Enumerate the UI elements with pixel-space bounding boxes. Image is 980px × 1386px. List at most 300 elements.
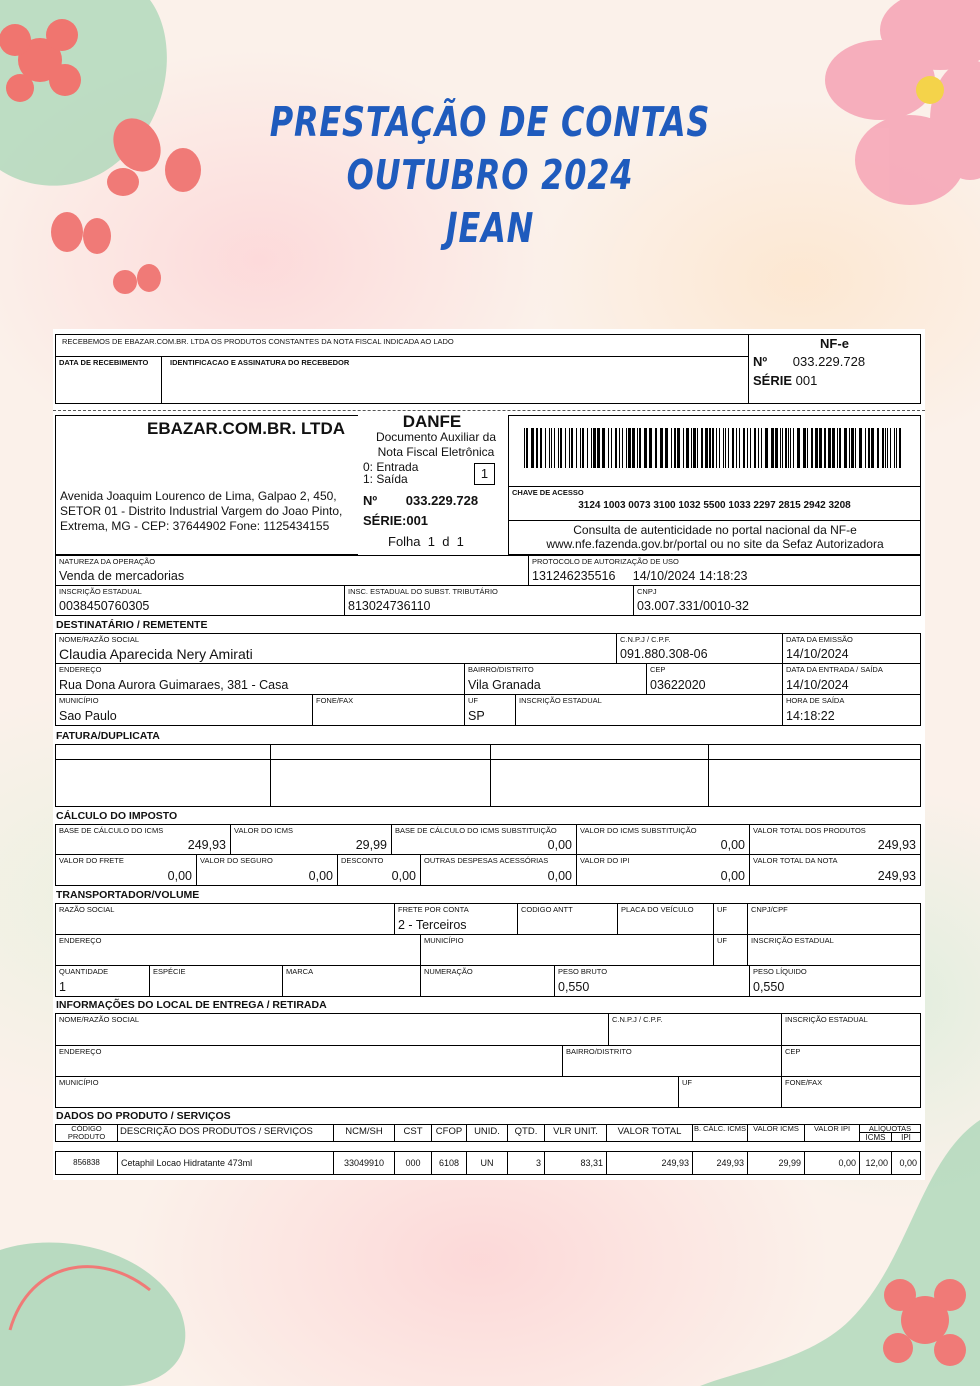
protocolo-field bbox=[528, 555, 921, 586]
dest-bairro-field bbox=[464, 663, 647, 695]
barcode-bar bbox=[644, 428, 647, 468]
section-destinatario: DESTINATÁRIO / REMETENTE bbox=[56, 619, 208, 631]
th-ncm: NCM/SH bbox=[333, 1124, 395, 1142]
ie-field bbox=[55, 585, 345, 616]
barcode-bar bbox=[832, 428, 835, 468]
bc-st-label: BASE DE CÁLCULO DO ICMS SUBSTITUIÇÃO bbox=[395, 826, 557, 835]
barcode-bar bbox=[719, 428, 720, 468]
th-cst: CST bbox=[394, 1124, 432, 1142]
fatura-body-1 bbox=[55, 759, 271, 807]
barcode-bar bbox=[660, 428, 663, 468]
barcode-bar bbox=[855, 428, 856, 468]
barcode-bar bbox=[815, 428, 818, 468]
dest-hora-field bbox=[782, 694, 921, 726]
td-aliq-ipi: 0,00 bbox=[891, 1151, 921, 1175]
dest-municipio-label: MUNICÍPIO bbox=[59, 696, 99, 705]
section-entrega: INFORMAÇÕES DO LOCAL DE ENTREGA / RETIRADA bbox=[56, 999, 327, 1011]
v-st-field bbox=[576, 824, 750, 855]
cnpj-field bbox=[633, 585, 921, 616]
bc-icms-label: BASE DE CÁLCULO DO ICMS bbox=[59, 826, 164, 835]
dest-bairro: Vila Granada bbox=[468, 678, 541, 692]
transp-placa-label: PLACA DO VEÍCULO bbox=[621, 905, 694, 914]
entrega-uf-label: UF bbox=[682, 1078, 692, 1087]
transp-municipio-field bbox=[420, 934, 714, 966]
desconto: 0,00 bbox=[391, 869, 416, 883]
td-valor-icms: 29,99 bbox=[747, 1151, 805, 1175]
danfe-document bbox=[53, 329, 925, 1180]
barcode-bar bbox=[877, 428, 879, 468]
barcode-bar bbox=[725, 428, 726, 468]
barcode-bar bbox=[580, 428, 581, 468]
dest-cep-field bbox=[646, 663, 783, 695]
issuer-box bbox=[55, 415, 359, 555]
transp-peso-bruto: 0,550 bbox=[558, 980, 590, 994]
ie-value: 0038450760305 bbox=[59, 599, 150, 613]
bc-st: 0,00 bbox=[547, 838, 572, 852]
dest-cpf-label: C.N.P.J / C.P.F. bbox=[620, 635, 671, 644]
iest-label: INSC. ESTADUAL DO SUBST. TRIBUTÁRIO bbox=[348, 587, 498, 596]
section-transportador: TRANSPORTADOR/VOLUME bbox=[56, 889, 200, 901]
natureza-label: NATUREZA DA OPERAÇÃO bbox=[59, 557, 156, 566]
seguro: 0,00 bbox=[308, 869, 333, 883]
danfe-serie-label: SÉRIE: bbox=[363, 513, 407, 528]
barcode-bar bbox=[811, 428, 813, 468]
transp-uf2-field bbox=[713, 934, 748, 966]
entrega-fone-field bbox=[781, 1076, 921, 1108]
outras-label: OUTRAS DESPESAS ACESSÓRIAS bbox=[424, 856, 549, 865]
barcode-bar bbox=[597, 428, 600, 468]
dest-uf-label: UF bbox=[468, 696, 478, 705]
section-fatura: FATURA/DUPLICATA bbox=[56, 730, 160, 742]
v-nota: 249,93 bbox=[877, 869, 916, 883]
v-prod-label: VALOR TOTAL DOS PRODUTOS bbox=[753, 826, 866, 835]
transp-qtd-field bbox=[55, 965, 150, 997]
transp-frete: 2 - Terceiros bbox=[398, 918, 467, 932]
dest-endereco-label: ENDEREÇO bbox=[59, 665, 102, 674]
entrega-cnpj-field bbox=[608, 1013, 782, 1046]
barcode-bar bbox=[824, 428, 826, 468]
barcode-bar bbox=[750, 428, 751, 468]
barcode-bar bbox=[709, 428, 711, 468]
td-bc-icms: 249,93 bbox=[692, 1151, 748, 1175]
barcode-bar bbox=[765, 428, 768, 468]
barcode-bar bbox=[637, 428, 638, 468]
th-valor-total: VALOR TOTAL bbox=[606, 1124, 693, 1142]
leaf-decoration-bottom-left bbox=[0, 1230, 200, 1386]
barcode-bar bbox=[591, 428, 592, 468]
transp-qtd: 1 bbox=[59, 980, 66, 994]
section-produtos: DADOS DO PRODUTO / SERVIÇOS bbox=[56, 1110, 231, 1122]
v-st: 0,00 bbox=[720, 838, 745, 852]
fatura-header-2 bbox=[270, 744, 491, 760]
receipt-serie-label: SÉRIE bbox=[753, 373, 793, 388]
transp-peso-bruto-label: PESO BRUTO bbox=[558, 967, 608, 976]
v-icms: 29,99 bbox=[355, 838, 387, 852]
barcode-bar bbox=[828, 428, 831, 468]
barcode-bar bbox=[608, 428, 609, 468]
barcode-bar bbox=[569, 428, 570, 468]
frete: 0,00 bbox=[167, 869, 192, 883]
transp-frete-field bbox=[394, 903, 518, 935]
cnpj-label: CNPJ bbox=[637, 587, 657, 596]
dest-uf-field bbox=[464, 694, 516, 726]
danfe-serie-row bbox=[363, 513, 428, 528]
dest-fone-label: FONE/FAX bbox=[316, 696, 354, 705]
barcode-bar bbox=[851, 428, 854, 468]
barcode-bar bbox=[896, 428, 897, 468]
transp-numeracao-field bbox=[420, 965, 555, 997]
td-valor-ipi: 0,00 bbox=[804, 1151, 860, 1175]
receipt-nfe-box bbox=[748, 334, 921, 404]
dest-municipio-field bbox=[55, 694, 313, 726]
barcode-bar bbox=[771, 428, 774, 468]
dest-cpf: 091.880.308-06 bbox=[620, 647, 708, 661]
access-key: 3124 1003 0073 3100 1032 5500 1033 2297 2815 2942 3208 bbox=[578, 500, 851, 511]
receipt-signature-label: IDENTIFICACAO E ASSINATURA DO RECEBEDOR bbox=[170, 358, 350, 367]
dest-entrada-field bbox=[782, 663, 921, 695]
dest-bairro-label: BAIRRO/DISTRITO bbox=[468, 665, 534, 674]
dest-ie-field bbox=[515, 694, 783, 726]
td-cst: 000 bbox=[394, 1151, 432, 1175]
receipt-number: 033.229.728 bbox=[792, 354, 866, 369]
dest-ie-label: INSCRIÇÃO ESTADUAL bbox=[519, 696, 602, 705]
danfe-tipo-box: 1 bbox=[474, 463, 495, 485]
barcode-bar bbox=[526, 428, 528, 468]
barcode-bar bbox=[747, 428, 748, 468]
barcode-bar bbox=[790, 428, 791, 468]
barcode-bar bbox=[844, 428, 847, 468]
barcode-bar bbox=[671, 428, 672, 468]
barcode-bar bbox=[691, 428, 692, 468]
bc-icms: 249,93 bbox=[187, 838, 226, 852]
danfe-saida: 1: Saída bbox=[363, 472, 408, 486]
barcode-bar bbox=[716, 428, 717, 468]
barcode-bar bbox=[899, 428, 901, 468]
transp-endereco-field bbox=[55, 934, 421, 966]
entrega-cnpj-label: C.N.P.J / C.P.F. bbox=[612, 1015, 663, 1024]
transp-municipio-label: MUNICÍPIO bbox=[424, 936, 464, 945]
dest-hora: 14:18:22 bbox=[786, 709, 835, 723]
barcode-bar bbox=[565, 428, 566, 468]
receipt-number-row bbox=[753, 354, 865, 369]
td-aliq-icms: 12,00 bbox=[859, 1151, 892, 1175]
barcode-bar bbox=[549, 428, 550, 468]
v-prod-field bbox=[749, 824, 921, 855]
transp-cnpj-label: CNPJ/CPF bbox=[751, 905, 788, 914]
v-icms-field bbox=[230, 824, 392, 855]
entrega-fone-label: FONE/FAX bbox=[785, 1078, 823, 1087]
transp-ie-field bbox=[747, 934, 921, 966]
danfe-serie: 001 bbox=[406, 513, 429, 528]
seguro-label: VALOR DO SEGURO bbox=[200, 856, 273, 865]
transp-marca-field bbox=[282, 965, 421, 997]
danfe-number-label: Nº bbox=[363, 493, 378, 508]
barcode-bar bbox=[628, 428, 631, 468]
barcode-bar bbox=[890, 428, 891, 468]
title-line-3: JEAN bbox=[445, 204, 535, 252]
dest-uf: SP bbox=[468, 709, 485, 723]
nfe-label: NF-e bbox=[820, 336, 849, 351]
barcode-bar bbox=[531, 428, 534, 468]
fatura-header-3 bbox=[490, 744, 709, 760]
td-qtd: 3 bbox=[507, 1151, 545, 1175]
barcode-bar bbox=[803, 428, 806, 468]
th-valor-ipi: VALOR IPI bbox=[804, 1124, 860, 1142]
barcode-bar bbox=[683, 428, 684, 468]
barcode-bar bbox=[775, 428, 778, 468]
transp-endereco-label: ENDEREÇO bbox=[59, 936, 102, 945]
barcode-bar bbox=[639, 428, 641, 468]
ipi-field bbox=[576, 854, 750, 886]
barcode-bar bbox=[611, 428, 612, 468]
entrega-ie-label: INSCRIÇÃO ESTADUAL bbox=[785, 1015, 868, 1024]
th-aliq-ipi: IPI bbox=[891, 1132, 921, 1142]
barcode-bar bbox=[758, 428, 759, 468]
dest-fone-field bbox=[312, 694, 465, 726]
barcode-bar bbox=[785, 428, 787, 468]
barcode-bar bbox=[593, 428, 596, 468]
dest-nome-field bbox=[55, 633, 617, 664]
entrega-nome-label: NOME/RAZÃO SOCIAL bbox=[59, 1015, 140, 1024]
dest-endereco-field bbox=[55, 663, 465, 695]
td-descricao: Cetaphil Locao Hidratante 473ml bbox=[117, 1151, 334, 1175]
barcode-bar bbox=[712, 428, 714, 468]
barcode-bar bbox=[797, 428, 800, 468]
td-cfop: 6108 bbox=[431, 1151, 467, 1175]
receipt-serie: 001 bbox=[795, 373, 818, 388]
transp-peso-bruto-field bbox=[554, 965, 750, 997]
transp-numeracao-label: NUMERAÇÃO bbox=[424, 967, 473, 976]
consult-box bbox=[508, 520, 921, 555]
dest-emissao-label: DATA DA EMISSÃO bbox=[786, 635, 853, 644]
barcode-bar bbox=[788, 428, 789, 468]
transp-qtd-label: QUANTIDADE bbox=[59, 967, 109, 976]
td-valor-total: 249,93 bbox=[606, 1151, 693, 1175]
barcode-bar bbox=[739, 428, 740, 468]
th-bc-icms: B. CÁLC. ICMS bbox=[692, 1124, 748, 1142]
barcode-bar bbox=[536, 428, 538, 468]
issuer-address: Avenida Joaquim Lourenco de Lima, Galpao 2, 450, SETOR 01 - Distrito Industrial Vargem do Joao Pinto, Extrema, MG - CEP: 37644902 Fone: 1125434155 bbox=[60, 489, 343, 533]
receipt-date-label: DATA DE RECEBIMENTO bbox=[59, 358, 149, 367]
receipt-date-field bbox=[55, 356, 162, 404]
entrega-uf-field bbox=[678, 1076, 782, 1108]
dest-cep: 03622020 bbox=[650, 678, 706, 692]
natureza-value: Venda de mercadorias bbox=[59, 569, 185, 583]
barcode-bar bbox=[793, 428, 794, 468]
dest-entrada-label: DATA DA ENTRADA / SAÍDA bbox=[786, 665, 883, 674]
barcode-bar bbox=[705, 428, 708, 468]
v-icms-label: VALOR DO ICMS bbox=[234, 826, 294, 835]
entrega-municipio-label: MUNICÍPIO bbox=[59, 1078, 99, 1087]
barcode-bar bbox=[723, 428, 724, 468]
barcode-bar bbox=[859, 428, 862, 468]
issuer-name: EBAZAR.COM.BR. LTDA bbox=[147, 419, 345, 438]
barcode-bar bbox=[554, 428, 555, 468]
td-vlr-unit: 83,31 bbox=[544, 1151, 607, 1175]
ie-label: INSCRIÇÃO ESTADUAL bbox=[59, 587, 142, 596]
fatura-header-1 bbox=[55, 744, 271, 760]
barcode-bar bbox=[619, 428, 620, 468]
barcode-bar bbox=[551, 428, 552, 468]
entrega-nome-field bbox=[55, 1013, 609, 1046]
protocolo-value: 131246235516 14/10/2024 14:18:23 bbox=[532, 569, 748, 583]
barcode-bar bbox=[545, 428, 546, 468]
barcode-bar bbox=[871, 428, 874, 468]
barcode-bar bbox=[632, 428, 635, 468]
barcode-bar bbox=[524, 428, 525, 468]
dest-endereco: Rua Dona Aurora Guimaraes, 381 - Casa bbox=[59, 678, 289, 692]
transp-placa-field bbox=[617, 903, 714, 935]
transp-razao-field bbox=[55, 903, 395, 935]
barcode-bar bbox=[780, 428, 781, 468]
barcode-bar bbox=[754, 428, 756, 468]
danfe-number: 033.229.728 bbox=[405, 493, 479, 508]
th-aliq-icms: ICMS bbox=[859, 1132, 892, 1142]
dest-emissao-field bbox=[782, 633, 921, 664]
dest-municipio: Sao Paulo bbox=[59, 709, 117, 723]
protocolo-label: PROTOCOLO DE AUTORIZAÇÃO DE USO bbox=[532, 557, 679, 566]
frete-label: VALOR DO FRETE bbox=[59, 856, 124, 865]
barcode-bar bbox=[732, 428, 734, 468]
frete-field bbox=[55, 854, 197, 886]
fatura-body-4 bbox=[708, 759, 921, 807]
dest-hora-label: HORA DE SAÍDA bbox=[786, 696, 845, 705]
entrega-ie-field bbox=[781, 1013, 921, 1046]
dest-cpf-field bbox=[616, 633, 783, 664]
transp-frete-label: FRETE POR CONTA bbox=[398, 905, 469, 914]
consult-text: Consulta de autenticidade no portal nacional da NF-e www.nfe.fazenda.gov.br/portal ou no site da Sefaz Autorizadora bbox=[546, 523, 884, 551]
cnpj-value: 03.007.331/0010-32 bbox=[637, 599, 749, 613]
dest-nome: Claudia Aparecida Nery Amirati bbox=[59, 646, 253, 662]
fatura-body-3 bbox=[490, 759, 709, 807]
ipi-label: VALOR DO IPI bbox=[580, 856, 630, 865]
transp-antt-label: CODIGO ANTT bbox=[521, 905, 573, 914]
v-nota-field bbox=[749, 854, 921, 886]
barcode-bar bbox=[571, 428, 573, 468]
barcode-bar bbox=[894, 428, 895, 468]
outras: 0,00 bbox=[547, 869, 572, 883]
v-st-label: VALOR DO ICMS SUBSTITUIÇÃO bbox=[580, 826, 697, 835]
v-prod: 249,93 bbox=[877, 838, 916, 852]
barcode-bar bbox=[885, 428, 886, 468]
access-key-label: CHAVE DE ACESSO bbox=[512, 488, 584, 497]
th-unid: UNID. bbox=[466, 1124, 508, 1142]
entrega-cep-field bbox=[781, 1045, 921, 1077]
entrega-endereco-field bbox=[55, 1045, 563, 1077]
th-cfop: CFOP bbox=[431, 1124, 467, 1142]
barcode-bar bbox=[622, 428, 623, 468]
barcode-bar bbox=[865, 428, 866, 468]
entrega-municipio-field bbox=[55, 1076, 679, 1108]
receipt-text: RECEBEMOS DE EBAZAR.COM.BR. LTDA OS PRODUTOS CONSTANTES DA NOTA FISCAL INDICADA AO LADO bbox=[62, 337, 454, 346]
iest-field bbox=[344, 585, 634, 616]
th-descricao: DESCRIÇÃO DOS PRODUTOS / SERVIÇOS bbox=[117, 1124, 334, 1142]
barcode-bar bbox=[868, 428, 870, 468]
title-line-1: PRESTAÇÃO DE CONTAS bbox=[269, 98, 711, 146]
outras-field bbox=[420, 854, 577, 886]
dest-nome-label: NOME/RAZÃO SOCIAL bbox=[59, 635, 140, 644]
transp-ie-label: INSCRIÇÃO ESTADUAL bbox=[751, 936, 834, 945]
th-aliquotas: ALÍQUOTAS bbox=[859, 1124, 921, 1133]
barcode-bar bbox=[882, 428, 884, 468]
th-codigo: CÓDIGO PRODUTO bbox=[55, 1124, 118, 1142]
transp-marca-label: MARCA bbox=[286, 967, 314, 976]
receipt-number-label: Nº bbox=[753, 354, 768, 369]
barcode-bar bbox=[782, 428, 783, 468]
iest-value: 813024736110 bbox=[348, 599, 431, 613]
th-vlr-unit: VLR UNIT. bbox=[544, 1124, 607, 1142]
dest-entrada: 14/10/2024 bbox=[786, 678, 849, 692]
barcode-bar bbox=[761, 428, 762, 468]
th-qtd: QTD. bbox=[507, 1124, 545, 1142]
barcode-bar bbox=[655, 428, 657, 468]
danfe-box bbox=[358, 415, 506, 555]
barcode-box bbox=[508, 415, 921, 487]
desconto-label: DESCONTO bbox=[341, 856, 384, 865]
danfe-folha: Folha 1 d 1 bbox=[388, 534, 464, 549]
fatura-body-2 bbox=[270, 759, 491, 807]
barcode-bar bbox=[693, 428, 696, 468]
title-line-2: OUTUBRO 2024 bbox=[346, 151, 634, 199]
barcode-bar bbox=[837, 428, 838, 468]
ipi: 0,00 bbox=[720, 869, 745, 883]
td-codigo: 856838 bbox=[55, 1151, 118, 1175]
barcode-bar bbox=[887, 428, 888, 468]
bc-st-field bbox=[391, 824, 577, 855]
danfe-subtitle: Documento Auxiliar da Nota Fiscal Eletrônica bbox=[375, 430, 497, 459]
barcode-bar bbox=[665, 428, 668, 468]
barcode-bar bbox=[819, 428, 822, 468]
transp-especie-field bbox=[149, 965, 283, 997]
natureza-field bbox=[55, 555, 529, 586]
barcode-bar bbox=[849, 428, 850, 468]
barcode-bar bbox=[576, 428, 577, 468]
barcode-bar bbox=[615, 428, 617, 468]
transp-peso-liquido: 0,550 bbox=[753, 980, 785, 994]
barcode-bar bbox=[587, 428, 588, 468]
transp-peso-liquido-label: PESO LÍQUIDO bbox=[753, 967, 807, 976]
v-nota-label: VALOR TOTAL DA NOTA bbox=[753, 856, 838, 865]
danfe-title: DANFE bbox=[402, 415, 462, 431]
barcode-bar bbox=[728, 428, 729, 468]
transp-especie-label: ESPÉCIE bbox=[153, 967, 186, 976]
seguro-field bbox=[196, 854, 338, 886]
transp-uf2-label: UF bbox=[717, 936, 727, 945]
entrega-endereco-label: ENDEREÇO bbox=[59, 1047, 102, 1056]
barcode-bar bbox=[839, 428, 841, 468]
barcode-bar bbox=[674, 428, 676, 468]
cut-line bbox=[53, 410, 925, 411]
barcode-bar bbox=[602, 428, 605, 468]
access-key-box bbox=[508, 486, 921, 521]
page-title bbox=[108, 96, 872, 255]
barcode-bar bbox=[686, 428, 689, 468]
danfe-entrada: 0: Entrada bbox=[363, 460, 419, 474]
desconto-field bbox=[337, 854, 421, 886]
transp-cnpj-field bbox=[747, 903, 921, 935]
entrega-bairro-field bbox=[562, 1045, 782, 1077]
barcode-bar bbox=[649, 428, 652, 468]
transp-antt-field bbox=[517, 903, 618, 935]
td-unid: UN bbox=[466, 1151, 508, 1175]
transp-razao-label: RAZÃO SOCIAL bbox=[59, 905, 115, 914]
barcode-image bbox=[524, 428, 904, 468]
section-imposto: CÁLCULO DO IMPOSTO bbox=[56, 810, 178, 822]
entrega-cep-label: CEP bbox=[785, 1047, 801, 1056]
barcode-bar bbox=[558, 428, 559, 468]
receipt-signature-field bbox=[161, 356, 749, 404]
bc-icms-field bbox=[55, 824, 231, 855]
